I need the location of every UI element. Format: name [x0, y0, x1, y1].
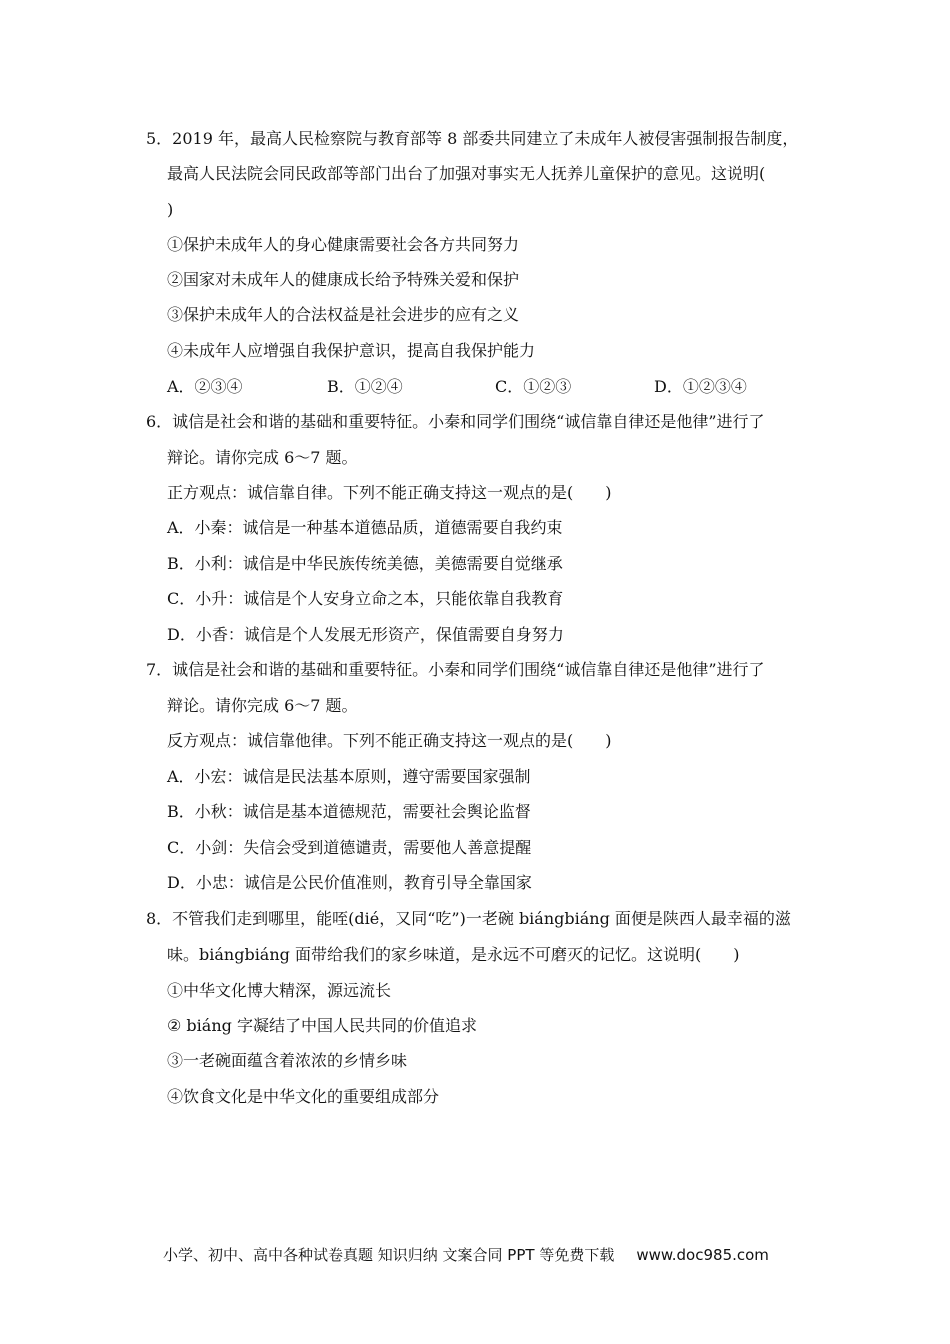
q5-statement-4: ④未成年人应增强自我保护意识，提高自我保护能力 [167, 341, 536, 360]
q7-option-b: B．小秋：诚信是基本道德规范，需要社会舆论监督 [167, 802, 531, 821]
q5-option-d: D．①②③④ [654, 377, 747, 396]
q6-stem-line1: 6．诚信是社会和谐的基础和重要特征。小秦和同学们围绕“诚信靠自律还是他律”进行了 [146, 412, 765, 431]
q8-statement-4: ④饮食文化是中华文化的重要组成部分 [167, 1087, 440, 1106]
q6-option-b: B．小利：诚信是中华民族传统美德，美德需要自觉继承 [167, 554, 563, 573]
q7-stem-line1: 7．诚信是社会和谐的基础和重要特征。小秦和同学们围绕“诚信靠自律还是他律”进行了 [146, 660, 765, 679]
q8-statement-2: ② biáng 字凝结了中国人民共同的价值追求 [167, 1016, 477, 1035]
q5-statement-2: ②国家对未成年人的健康成长给予特殊关爱和保护 [167, 270, 520, 289]
footer-text: 小学、初中、高中各种试卷真题 知识归纳 文案合同 PPT 等免费下载 [163, 1246, 615, 1264]
q7-option-a: A．小宏：诚信是民法基本原则，遵守需要国家强制 [167, 767, 531, 786]
q8-stem-line2: 味。biángbiáng 面带给我们的家乡味道，是永远不可磨灭的记忆。这说明( ) [167, 945, 740, 964]
q5-option-a: A．②③④ [167, 377, 243, 396]
q5-stem-line2: 最高人民法院会同民政部等部门出台了加强对事实无人抚养儿童保护的意见。这说明( [167, 164, 766, 183]
q8-statement-3: ③一老碗面蕴含着浓浓的乡情乡味 [167, 1051, 408, 1070]
q5-stem-line3: ) [167, 200, 174, 219]
q8-stem-line1: 8．不管我们走到哪里，能咥(dié，又同“吃”)一老碗 biángbiáng 面便是陕西人最幸福的滋 [146, 909, 791, 928]
q6-option-d: D．小香：诚信是个人发展无形资产，保值需要自身努力 [167, 625, 564, 644]
q6-stem-line3: 正方观点：诚信靠自律。下列不能正确支持这一观点的是( ) [167, 483, 612, 502]
page-footer [163, 1245, 769, 1265]
q6-option-c: C．小升：诚信是个人安身立命之本，只能依靠自我教育 [167, 589, 564, 608]
q5-statement-1: ①保护未成年人的身心健康需要社会各方共同努力 [167, 235, 520, 254]
q7-option-c: C．小剑：失信会受到道德谴责，需要他人善意提醒 [167, 838, 532, 857]
footer-url[interactable]: www.doc985.com [636, 1246, 769, 1264]
q7-stem-line3: 反方观点：诚信靠他律。下列不能正确支持这一观点的是( ) [167, 731, 612, 750]
q7-stem-line2: 辩论。请你完成 6～7 题。 [167, 696, 358, 715]
q5-option-b: B．①②④ [327, 377, 403, 396]
q7-option-d: D．小忠：诚信是公民价值准则，教育引导全靠国家 [167, 873, 532, 892]
q6-option-a: A．小秦：诚信是一种基本道德品质，道德需要自我约束 [167, 518, 563, 537]
q5-statement-3: ③保护未成年人的合法权益是社会进步的应有之义 [167, 305, 520, 324]
q5-stem-line1: 5．2019 年，最高人民检察院与教育部等 8 部委共同建立了未成年人被侵害强制报告制度， [146, 129, 799, 148]
q5-option-c: C．①②③ [495, 377, 572, 396]
q6-stem-line2: 辩论。请你完成 6～7 题。 [167, 448, 358, 467]
q8-statement-1: ①中华文化博大精深，源远流长 [167, 981, 392, 1000]
